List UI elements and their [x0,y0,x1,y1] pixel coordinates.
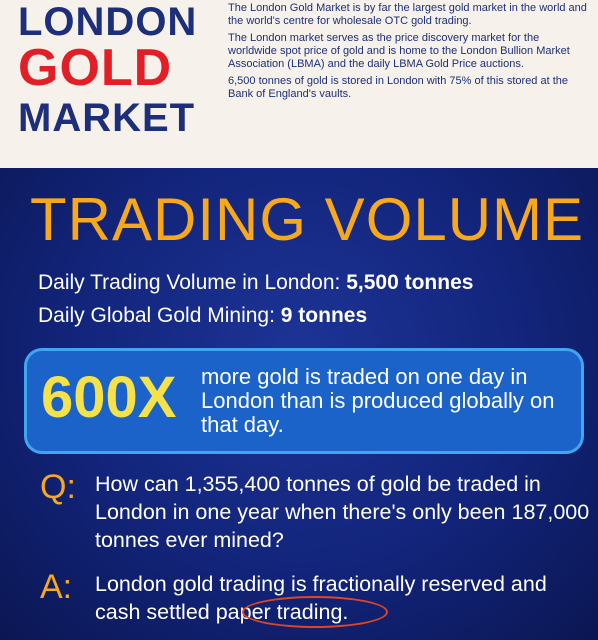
highlight-text: more gold is traded on one day in London than is produced globally on that day. [201,364,555,437]
hand-drawn-circle [242,596,388,628]
stat-daily-trading [38,272,473,293]
intro-paragraph-2: The London market serves as the price discovery market for the worldwide spot price of gold and is home to the London Bullion Market Association (LBMA) and the daily LBMA Gold Price auctions. [228,32,570,70]
trading-volume-heading: TRADING VOLUME [30,186,585,253]
stat-daily-trading-label: Daily Trading Volume in London: [38,271,347,294]
stat-daily-mining [38,305,367,326]
intro-paragraph-3: 6,500 tonnes of gold is stored in London with 75% of this stored at the Bank of England's vaults. [228,75,569,100]
question-text: How can 1,355,400 tonnes of gold be traded in London in one year when there's only been 187,000 tonnes ever mined? [95,472,590,552]
answer-part-2: paper trading. [209,600,349,624]
stat-daily-mining-value: 9 tonnes [280,304,368,327]
question-letter: Q: [40,468,76,506]
highlight-value: 600X [41,365,177,430]
answer-part-1: London gold trading is fractionally reserved and [95,572,547,596]
stat-daily-mining-label: Daily Global Gold Mining: [38,304,281,327]
answer-circled-phrase: cash settled [95,600,210,624]
intro-paragraph-1: The London Gold Market is by far the largest gold market in the world and the world's centre for wholesale OTC gold trading. [228,2,587,27]
stat-daily-trading-value: 5,500 tonnes [346,271,474,294]
answer-letter: A: [40,568,73,606]
title-market: MARKET [18,96,196,140]
highlight-box [24,348,584,454]
title-gold: GOLD [18,39,173,97]
title-london: LONDON [18,0,198,44]
intro-text [228,2,588,105]
